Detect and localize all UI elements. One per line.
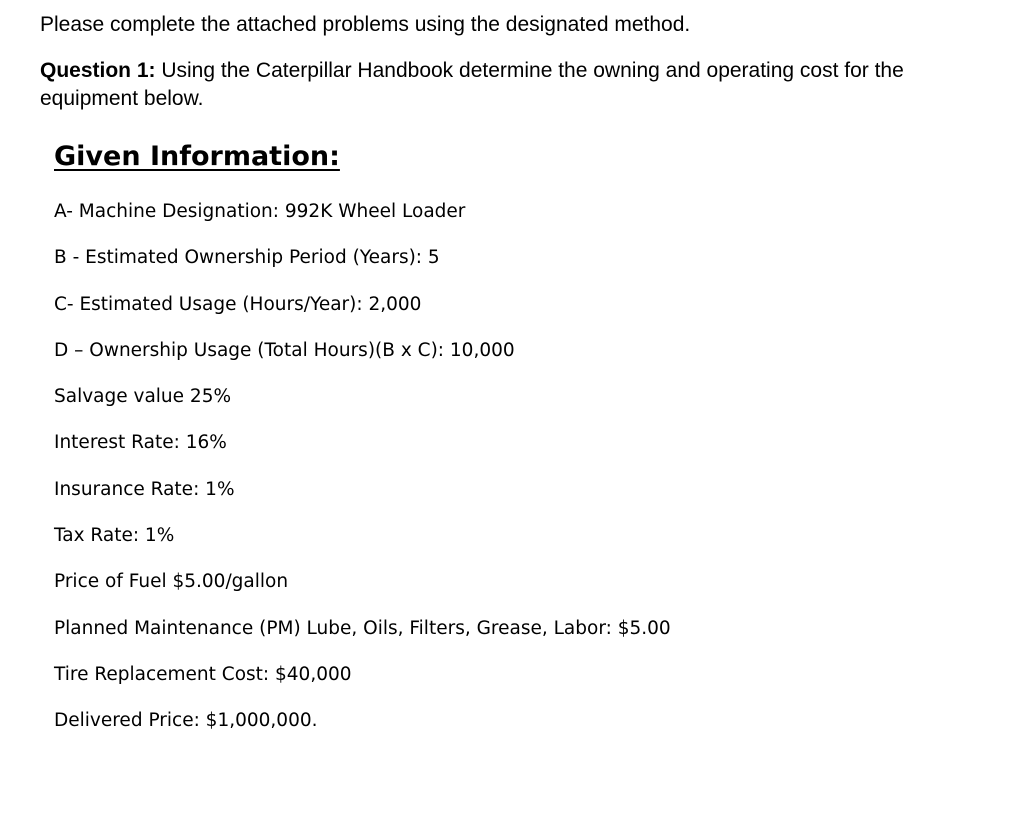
info-delivered-price: Delivered Price: $1,000,000.	[54, 710, 318, 732]
info-estimated-usage: C- Estimated Usage (Hours/Year): 2,000	[54, 293, 422, 315]
info-insurance-rate: Insurance Rate: 1%	[54, 478, 235, 500]
info-fuel-price: Price of Fuel $5.00/gallon	[54, 571, 289, 593]
info-ownership-usage: D – Ownership Usage (Total Hours)(B x C): 10,000	[54, 339, 515, 361]
info-ownership-period: B - Estimated Ownership Period (Years): 5	[54, 247, 440, 269]
info-machine-designation: A- Machine Designation: 992K Wheel Loader	[54, 201, 466, 222]
info-tire-replacement: Tire Replacement Cost: $40,000	[54, 663, 352, 685]
info-interest-rate: Interest Rate: 16%	[54, 432, 227, 454]
question-text: Using the Caterpillar Handbook determine the owning and operating cost for the equipment below.	[40, 59, 904, 110]
question-1	[40, 57, 980, 113]
info-salvage-value: Salvage value 25%	[54, 386, 232, 408]
given-information-heading: Given Information:	[54, 141, 340, 172]
info-planned-maintenance: Planned Maintenance (PM) Lube, Oils, Filters, Grease, Labor: $5.00	[54, 617, 671, 639]
given-information-list	[54, 198, 671, 754]
info-tax-rate: Tax Rate: 1%	[54, 525, 175, 547]
question-label: Question 1:	[40, 59, 156, 82]
intro-text: Please complete the attached problems using the designated method.	[40, 13, 691, 36]
